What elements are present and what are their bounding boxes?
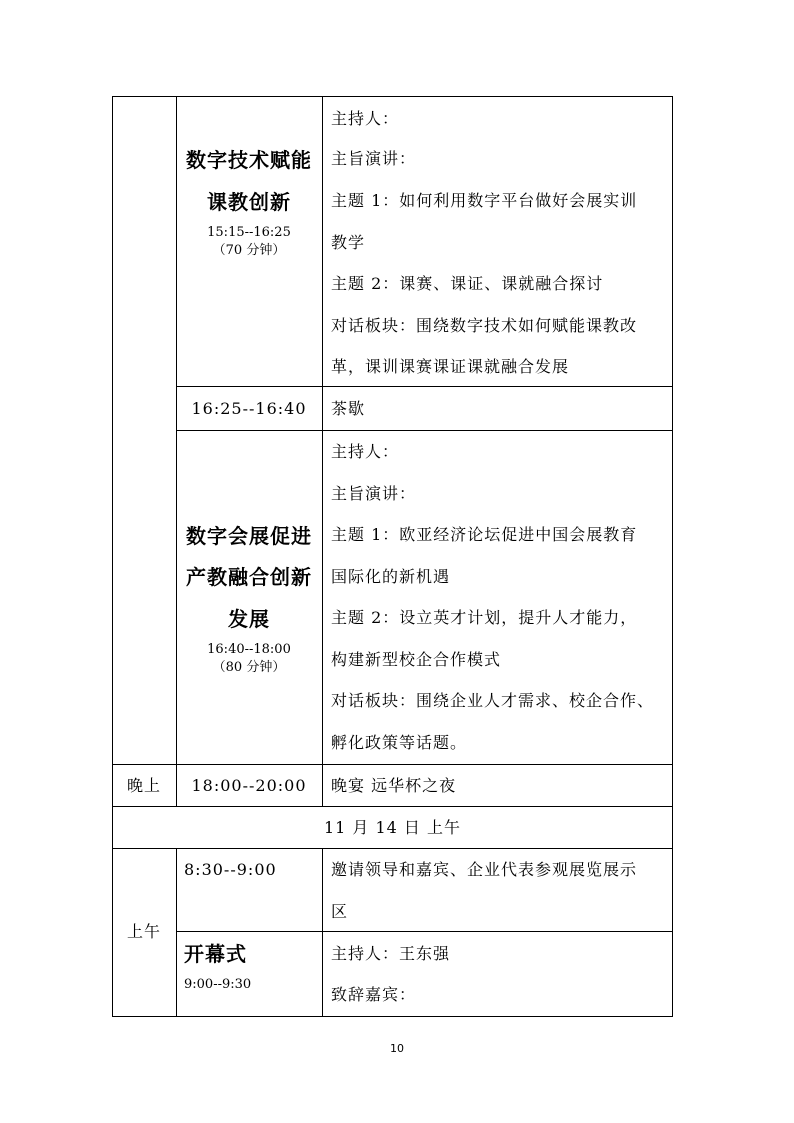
column-divider xyxy=(322,96,323,806)
column-divider xyxy=(322,848,323,1016)
session-detail-line: 主旨演讲： xyxy=(331,484,417,503)
session-title: 数字技术赋能 xyxy=(186,148,312,172)
period-label: 晚上 xyxy=(126,776,161,795)
session-detail-line: 主持人： xyxy=(331,442,400,461)
opening-detail-line: 主持人：王东强 xyxy=(331,944,451,963)
break-activity: 茶歇 xyxy=(331,399,366,418)
period-label: 上午 xyxy=(126,922,161,941)
session-duration: （70 分钟） xyxy=(212,243,286,258)
table-left-border xyxy=(112,96,113,1017)
row-divider xyxy=(112,764,673,765)
opening-time: 9:00--9:30 xyxy=(184,977,252,992)
session-title: 数字会展促进 xyxy=(186,524,312,548)
session-title: 课教创新 xyxy=(207,190,291,214)
session-time: 16:40--18:00 xyxy=(207,642,291,657)
session-title: 发展 xyxy=(228,607,270,631)
row-divider xyxy=(176,430,673,431)
opening-title: 开幕式 xyxy=(184,942,247,966)
session-title: 产教融合创新 xyxy=(186,565,312,589)
evening-activity: 晚宴 远华杯之夜 xyxy=(331,776,457,795)
session-detail-line: 主题 1：欧亚经济论坛促进中国会展教育 xyxy=(331,525,638,544)
row-divider xyxy=(112,806,673,807)
column-divider xyxy=(176,848,177,1016)
opening-detail-line: 致辞嘉宾： xyxy=(331,985,417,1004)
session-detail-line: 对话板块：围绕数字技术如何赋能课教改 xyxy=(331,316,638,335)
visit-time: 8:30--9:00 xyxy=(184,860,277,879)
break-time: 16:25--16:40 xyxy=(191,399,307,418)
row-divider xyxy=(176,386,673,387)
evening-time: 18:00--20:00 xyxy=(191,776,307,795)
table-top-border xyxy=(112,96,673,97)
row-divider xyxy=(112,848,673,849)
session-detail-line: 教学 xyxy=(331,233,366,252)
row-divider xyxy=(176,931,673,932)
session-detail-line: 构建新型校企合作模式 xyxy=(331,650,502,669)
table-right-border xyxy=(672,96,673,1017)
visit-detail-line: 区 xyxy=(331,902,349,921)
session-detail-line: 主旨演讲： xyxy=(331,149,417,168)
session-duration: （80 分钟） xyxy=(212,660,286,675)
day-header: 11 月 14 日 上午 xyxy=(323,818,462,837)
table-bottom-border xyxy=(112,1016,673,1017)
page-number: 10 xyxy=(390,1042,404,1055)
session-detail-line: 主题 2：课赛、课证、课就融合探讨 xyxy=(331,274,604,293)
session-detail-line: 孵化政策等话题。 xyxy=(331,733,468,752)
session-detail-line: 对话板块：围绕企业人才需求、校企合作、 xyxy=(331,691,655,710)
visit-detail-line: 邀请领导和嘉宾、企业代表参观展览展示 xyxy=(331,860,638,879)
session-detail-line: 主持人： xyxy=(331,109,400,128)
session-time: 15:15--16:25 xyxy=(207,225,291,240)
session-detail-line: 国际化的新机遇 xyxy=(331,567,451,586)
session-detail-line: 革，课训课赛课证课就融合发展 xyxy=(331,357,570,376)
session-detail-line: 主题 1：如何利用数字平台做好会展实训 xyxy=(331,191,638,210)
session-detail-line: 主题 2：设立英才计划，提升人才能力， xyxy=(331,608,638,627)
